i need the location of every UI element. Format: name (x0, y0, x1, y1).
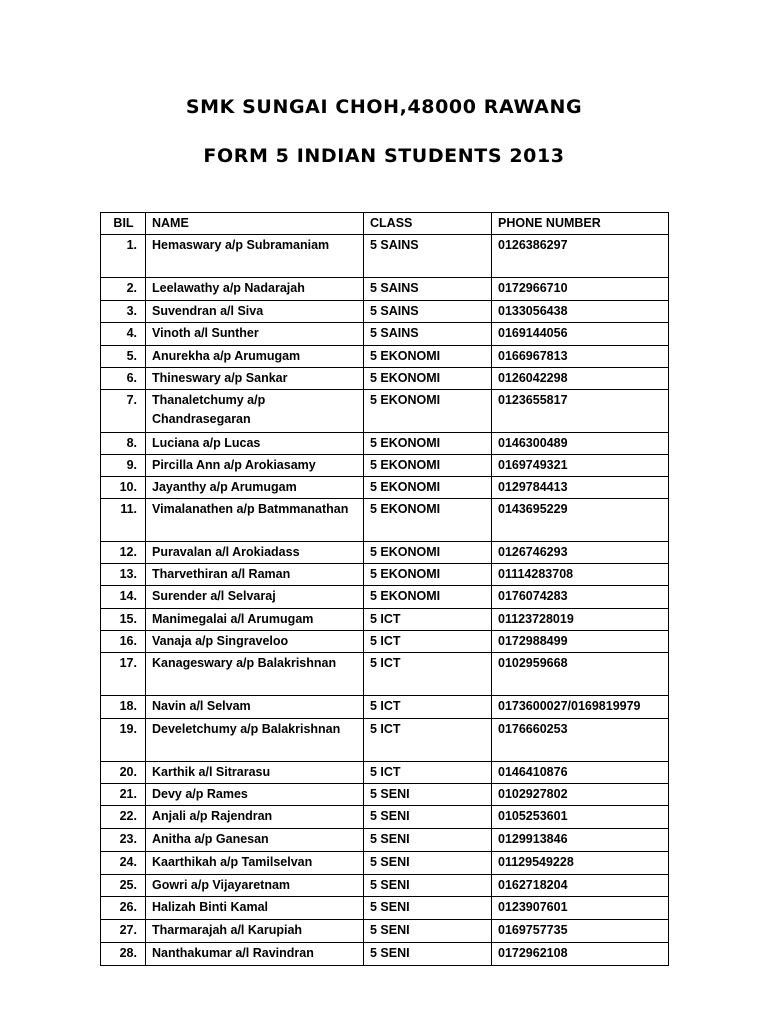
student-phone: 0162718204 (492, 875, 669, 897)
row-number: 9. (101, 455, 146, 477)
student-name: Surender a/l Selvaraj (146, 586, 364, 609)
student-phone: 0126386297 (492, 235, 669, 278)
student-class: 5 EKONOMI (364, 368, 492, 390)
column-header-phone: PHONE NUMBER (492, 213, 669, 235)
student-table (100, 212, 669, 966)
table-row (101, 852, 669, 875)
table-row (101, 806, 669, 829)
row-number: 18. (101, 696, 146, 719)
student-name: Vanaja a/p Singraveloo (146, 631, 364, 653)
row-number: 26. (101, 897, 146, 920)
student-phone: 0105253601 (492, 806, 669, 829)
student-name: Kaarthikah a/p Tamilselvan (146, 852, 364, 875)
student-name: Luciana a/p Lucas (146, 433, 364, 455)
student-class: 5 ICT (364, 696, 492, 719)
table-row (101, 696, 669, 719)
student-class: 5 EKONOMI (364, 346, 492, 368)
row-number: 19. (101, 719, 146, 762)
table-row (101, 564, 669, 586)
student-class: 5 ICT (364, 609, 492, 631)
row-number: 6. (101, 368, 146, 390)
table-row (101, 784, 669, 806)
table-row (101, 301, 669, 323)
student-name: Tharvethiran a/l Raman (146, 564, 364, 586)
student-class: 5 SAINS (364, 278, 492, 301)
student-class: 5 SAINS (364, 301, 492, 323)
student-phone: 0166967813 (492, 346, 669, 368)
table-row (101, 609, 669, 631)
student-class: 5 SAINS (364, 323, 492, 346)
row-number: 16. (101, 631, 146, 653)
student-phone: 0169757735 (492, 920, 669, 943)
student-phone: 0123907601 (492, 897, 669, 920)
column-header-name: NAME (146, 213, 364, 235)
student-name: Thineswary a/p Sankar (146, 368, 364, 390)
row-number: 17. (101, 653, 146, 696)
student-phone: 0126042298 (492, 368, 669, 390)
row-number: 15. (101, 609, 146, 631)
row-number: 2. (101, 278, 146, 301)
student-class: 5 SENI (364, 784, 492, 806)
row-number: 10. (101, 477, 146, 499)
row-number: 3. (101, 301, 146, 323)
table-row (101, 920, 669, 943)
table-row (101, 762, 669, 784)
student-phone: 0123655817 (492, 390, 669, 433)
student-class: 5 EKONOMI (364, 455, 492, 477)
student-name: Manimegalai a/l Arumugam (146, 609, 364, 631)
student-phone: 01129549228 (492, 852, 669, 875)
student-name: Puravalan a/l Arokiadass (146, 542, 364, 564)
table-row (101, 455, 669, 477)
student-class: 5 ICT (364, 653, 492, 696)
student-phone: 0172962108 (492, 943, 669, 966)
student-name: Kanageswary a/p Balakrishnan (146, 653, 364, 696)
table-row (101, 499, 669, 542)
row-number: 8. (101, 433, 146, 455)
table-row (101, 477, 669, 499)
column-header-bil: BIL (101, 213, 146, 235)
student-class: 5 EKONOMI (364, 499, 492, 542)
row-number: 27. (101, 920, 146, 943)
student-class: 5 EKONOMI (364, 542, 492, 564)
row-number: 14. (101, 586, 146, 609)
row-number: 21. (101, 784, 146, 806)
student-class: 5 EKONOMI (364, 564, 492, 586)
table-row (101, 368, 669, 390)
table-row (101, 875, 669, 897)
table-header-row (101, 213, 669, 235)
student-name: Karthik a/l Sitrarasu (146, 762, 364, 784)
table-row (101, 235, 669, 278)
student-class: 5 SENI (364, 806, 492, 829)
row-number: 23. (101, 829, 146, 852)
student-name: Pircilla Ann a/p Arokiasamy (146, 455, 364, 477)
row-number: 1. (101, 235, 146, 278)
student-phone: 01123728019 (492, 609, 669, 631)
column-header-class: CLASS (364, 213, 492, 235)
student-phone: 01114283708 (492, 564, 669, 586)
student-name: Halizah Binti Kamal (146, 897, 364, 920)
table-row (101, 897, 669, 920)
student-phone: 0176074283 (492, 586, 669, 609)
table-row (101, 542, 669, 564)
student-class: 5 SENI (364, 897, 492, 920)
row-number: 7. (101, 390, 146, 433)
table-row (101, 346, 669, 368)
student-phone: 0102959668 (492, 653, 669, 696)
table-row (101, 943, 669, 966)
page-title: FORM 5 INDIAN STUDENTS 2013 (203, 145, 565, 167)
table-row (101, 653, 669, 696)
student-class: 5 ICT (364, 762, 492, 784)
student-class: 5 SAINS (364, 235, 492, 278)
student-class: 5 ICT (364, 719, 492, 762)
table-row (101, 631, 669, 653)
student-name: Thanaletchumy a/p Chandrasegaran (146, 390, 364, 433)
student-phone: 0146300489 (492, 433, 669, 455)
table-row (101, 278, 669, 301)
row-number: 4. (101, 323, 146, 346)
row-number: 20. (101, 762, 146, 784)
student-phone: 0173600027/0169819979 (492, 696, 669, 719)
student-class: 5 SENI (364, 852, 492, 875)
row-number: 28. (101, 943, 146, 966)
student-phone: 0102927802 (492, 784, 669, 806)
student-class: 5 SENI (364, 920, 492, 943)
student-name: Suvendran a/l Siva (146, 301, 364, 323)
student-class: 5 ICT (364, 631, 492, 653)
student-class: 5 SENI (364, 943, 492, 966)
table-row (101, 719, 669, 762)
student-phone: 0133056438 (492, 301, 669, 323)
student-name: Navin a/l Selvam (146, 696, 364, 719)
table-row (101, 433, 669, 455)
row-number: 11. (101, 499, 146, 542)
student-name: Tharmarajah a/l Karupiah (146, 920, 364, 943)
student-name: Vimalanathen a/p Batmmanathan (146, 499, 364, 542)
student-name: Vinoth a/l Sunther (146, 323, 364, 346)
student-phone: 0169749321 (492, 455, 669, 477)
table-row (101, 829, 669, 852)
row-number: 5. (101, 346, 146, 368)
student-name: Gowri a/p Vijayaretnam (146, 875, 364, 897)
row-number: 24. (101, 852, 146, 875)
row-number: 13. (101, 564, 146, 586)
student-phone: 0143695229 (492, 499, 669, 542)
student-phone: 0126746293 (492, 542, 669, 564)
student-class: 5 EKONOMI (364, 433, 492, 455)
table-row (101, 586, 669, 609)
student-phone: 0146410876 (492, 762, 669, 784)
student-class: 5 SENI (364, 875, 492, 897)
row-number: 12. (101, 542, 146, 564)
student-class: 5 EKONOMI (364, 586, 492, 609)
table-row (101, 390, 669, 433)
student-name: Jayanthy a/p Arumugam (146, 477, 364, 499)
student-name: Hemaswary a/p Subramaniam (146, 235, 364, 278)
student-phone: 0169144056 (492, 323, 669, 346)
student-name: Develetchumy a/p Balakrishnan (146, 719, 364, 762)
student-name: Anjali a/p Rajendran (146, 806, 364, 829)
student-class: 5 SENI (364, 829, 492, 852)
student-phone: 0172966710 (492, 278, 669, 301)
table-row (101, 323, 669, 346)
school-title: SMK SUNGAI CHOH,48000 RAWANG (185, 96, 583, 118)
student-name: Anurekha a/p Arumugam (146, 346, 364, 368)
student-phone: 0129913846 (492, 829, 669, 852)
row-number: 22. (101, 806, 146, 829)
student-phone: 0176660253 (492, 719, 669, 762)
student-class: 5 EKONOMI (364, 390, 492, 433)
student-class: 5 EKONOMI (364, 477, 492, 499)
student-name: Leelawathy a/p Nadarajah (146, 278, 364, 301)
student-name: Anitha a/p Ganesan (146, 829, 364, 852)
student-phone: 0172988499 (492, 631, 669, 653)
student-name: Devy a/p Rames (146, 784, 364, 806)
student-name: Nanthakumar a/l Ravindran (146, 943, 364, 966)
student-phone: 0129784413 (492, 477, 669, 499)
row-number: 25. (101, 875, 146, 897)
